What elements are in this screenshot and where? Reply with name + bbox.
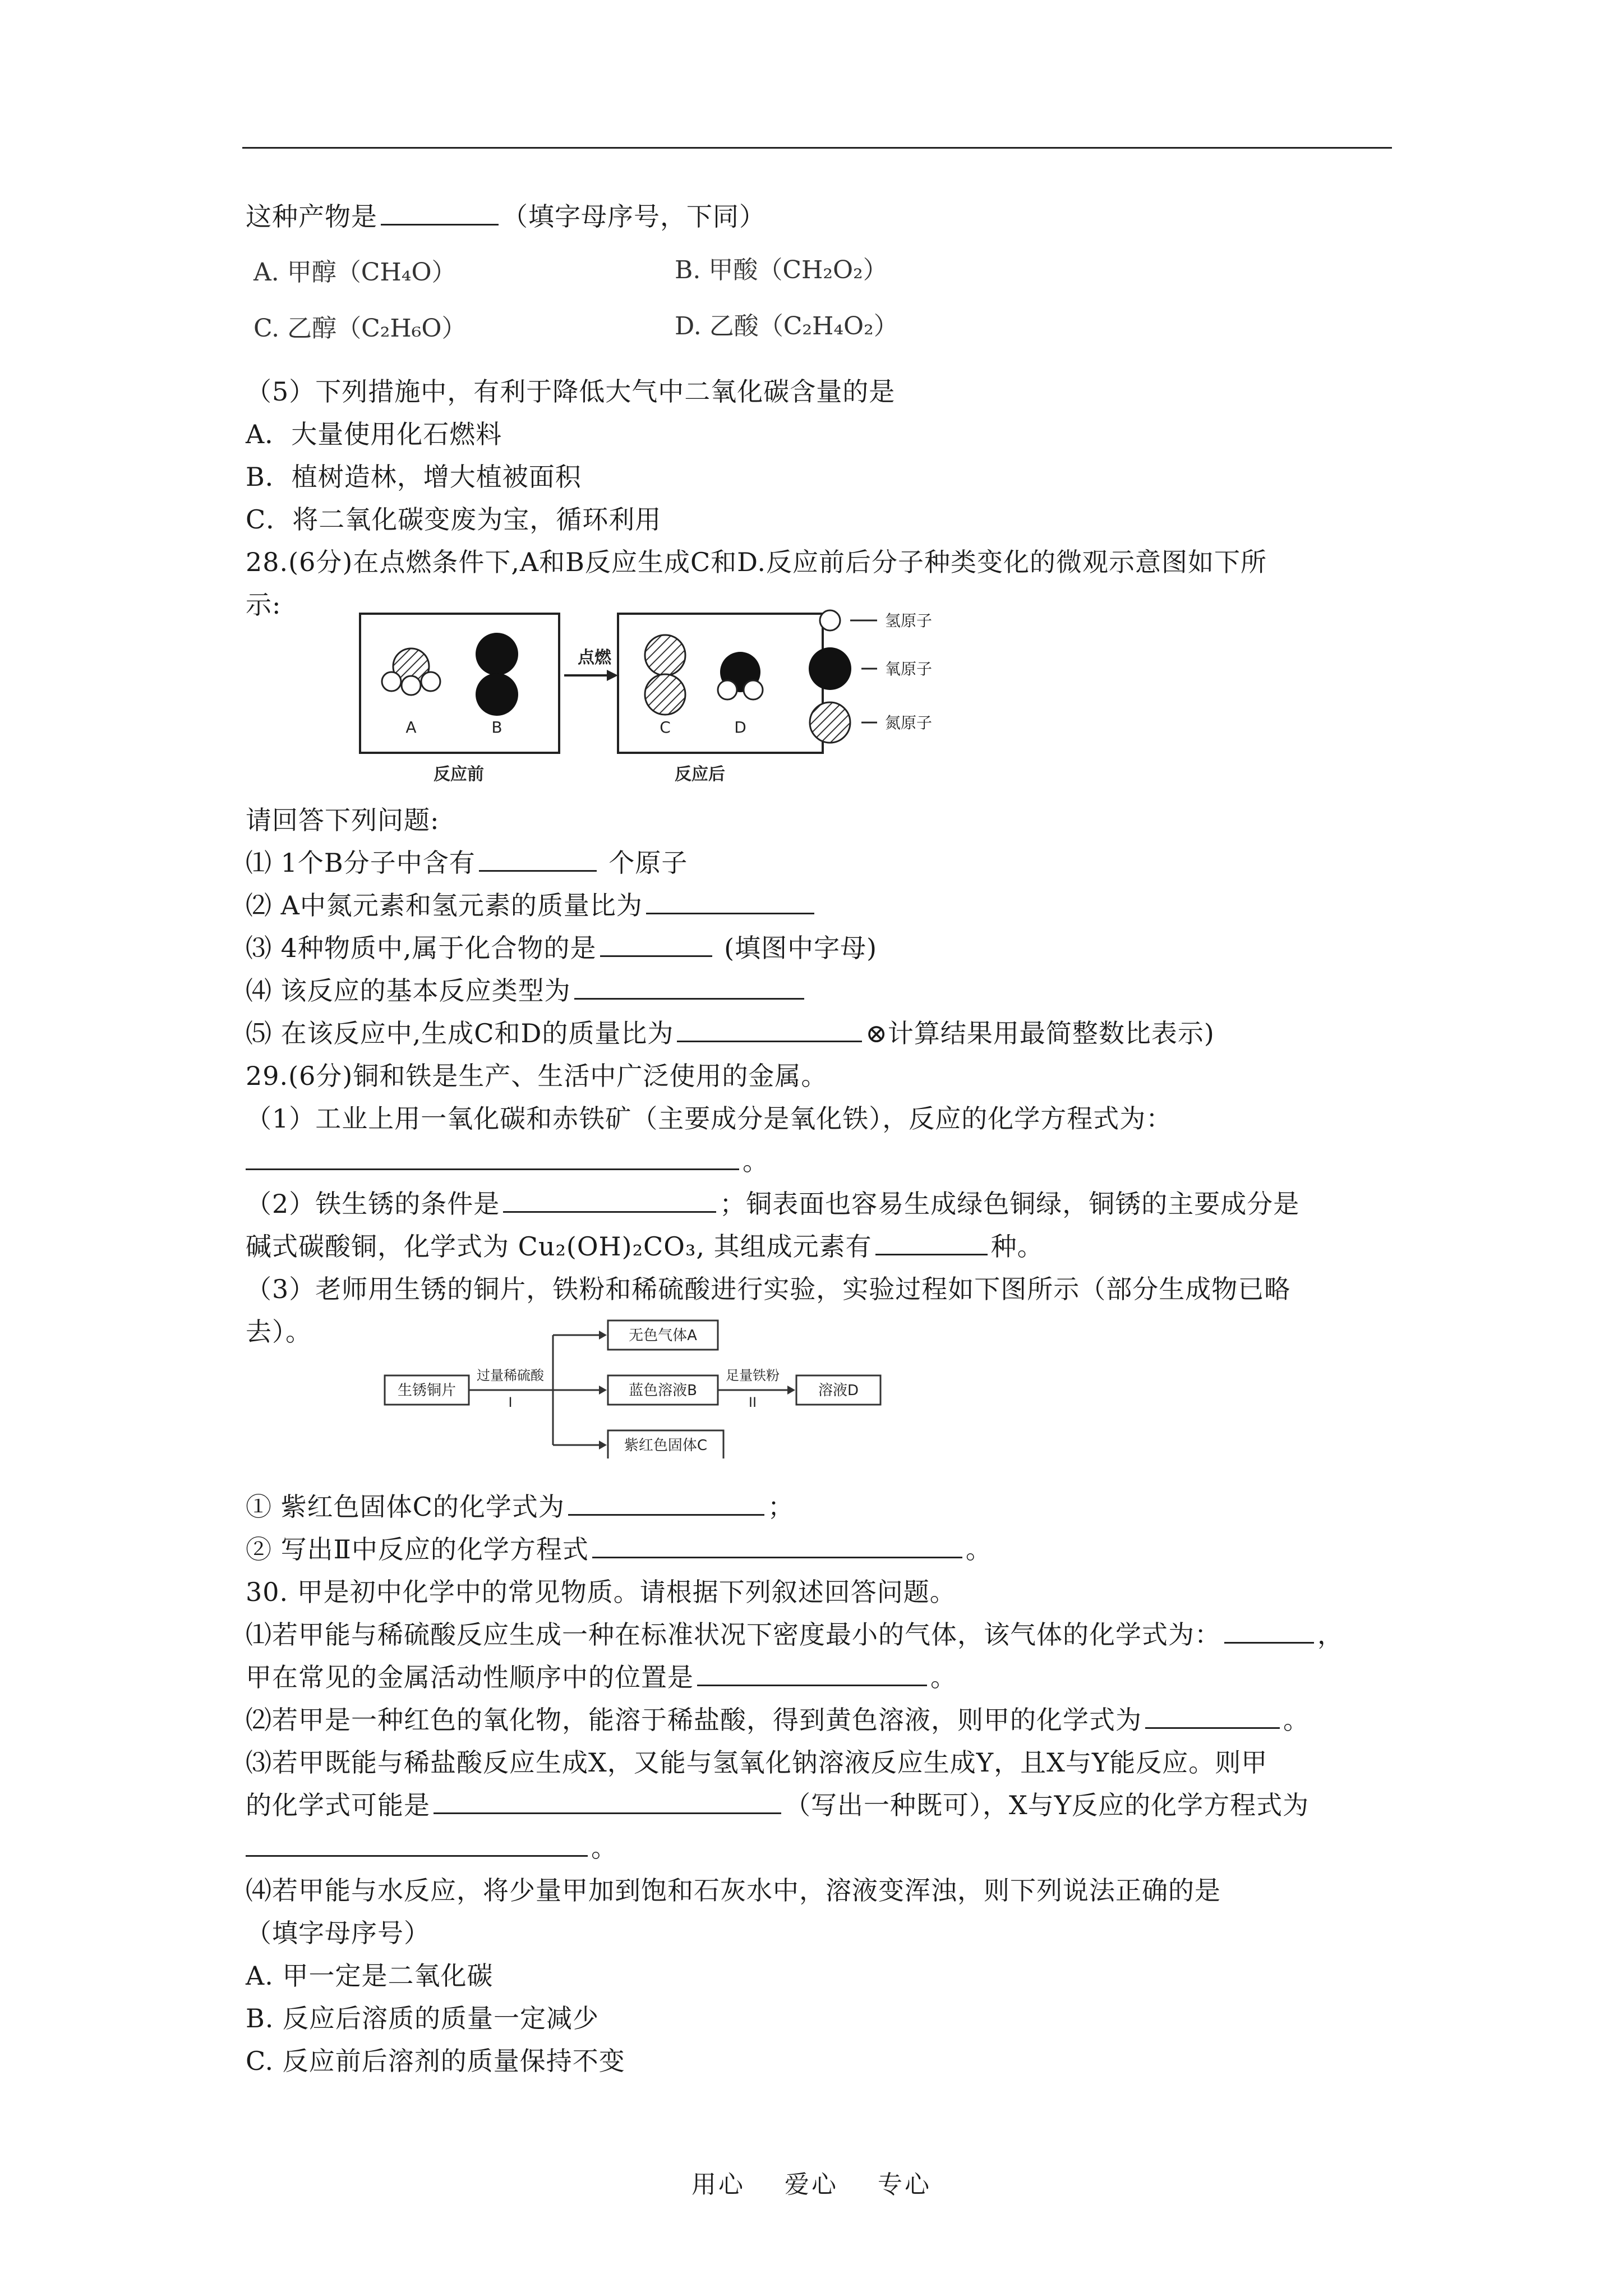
label-c: C [660, 718, 671, 737]
flow-step1-num: I [508, 1395, 513, 1410]
q29-flow-diagram [381, 1313, 909, 1458]
q28-q4: ⑷ 该反应的基本反应类型为 [246, 974, 808, 1007]
arrow-icon [599, 1331, 607, 1340]
before-caption: 反应前 [434, 765, 484, 784]
q30-option-c: C. 反应前后溶剂的质量保持不变 [246, 2046, 625, 2076]
flow-solid-c: 紫红色固体C [624, 1437, 708, 1454]
q27-part5-option-a: A．大量使用化石燃料 [246, 419, 502, 449]
arrow-icon [599, 1441, 607, 1450]
q30-p4-cont: （填字母序号） [246, 1918, 430, 1948]
label-a: A [405, 718, 417, 737]
q29-title: 29.(6分)铜和铁是生产、生活中广泛使用的金属。 [246, 1061, 828, 1091]
q27-option-d: D. 乙酸（C₂H₄O₂） [675, 312, 898, 341]
q30-p1-cont: 甲在常见的金属活动性顺序中的位置是 。 [246, 1662, 957, 1692]
q27-option-b: B. 甲酸（CH₂O₂） [675, 256, 888, 284]
q28-title: 28.(6分)在点燃条件下,A和B反应生成C和D.反应前后分子种类变化的微观示意图如下所 [246, 547, 1267, 577]
oxygen-atom-icon [476, 633, 518, 675]
q30-title: 30. 甲是初中化学中的常见物质。请根据下列叙述回答问题。 [246, 1577, 956, 1607]
hydrogen-atom-icon [744, 680, 763, 700]
nitrogen-atom-icon [645, 635, 685, 675]
after-caption: 反应后 [675, 765, 725, 784]
legend-hydrogen: 氢原子 [885, 611, 933, 630]
legend-nitrogen: 氮原子 [885, 714, 933, 732]
flow-gas: 无色气体A [629, 1327, 697, 1344]
legend-oxygen-icon [809, 647, 851, 690]
q30-option-a: A. 甲一定是二氧化碳 [246, 1961, 494, 1991]
answer-blank[interactable] [574, 974, 804, 1000]
answer-blank[interactable] [381, 200, 499, 226]
hydrogen-atom-icon [402, 676, 421, 695]
answer-blank[interactable] [503, 1188, 716, 1213]
answer-blank[interactable] [434, 1789, 781, 1814]
flow-solution-d: 溶液D [818, 1382, 859, 1399]
q29-p1-answer: 。 [246, 1144, 769, 1178]
footer-item: 爱心 [785, 2170, 838, 2199]
q30-p3-cont: 的化学式可能是 （写出一种既可），X与Y反应的化学方程式为 [246, 1790, 1310, 1820]
answer-blank[interactable] [697, 1661, 927, 1686]
oxygen-atom-icon [476, 673, 518, 716]
answer-blank[interactable] [646, 889, 814, 914]
q30-p3-answer: 。 [246, 1831, 617, 1865]
answer-blank[interactable] [1145, 1704, 1280, 1729]
flow-step1-label: 过量稀硫酸 [477, 1368, 544, 1383]
header-divider [242, 147, 1392, 149]
q27-option-c: C. 乙醇（C₂H₆O） [253, 314, 467, 343]
q30-option-b: B. 反应后溶质的质量一定减少 [246, 2003, 600, 2033]
hydrogen-atom-icon [718, 680, 737, 700]
q28-reaction-diagram [348, 606, 998, 791]
footer-item: 用心 [691, 2170, 745, 2199]
arrow-icon [787, 1386, 795, 1395]
flow-step2-num: II [748, 1395, 757, 1410]
q30-p1: ⑴若甲能与稀硫酸反应生成一种在标准状况下密度最小的气体，该气体的化学式为： ， [246, 1619, 1344, 1650]
answer-blank[interactable] [1224, 1618, 1314, 1644]
q27-option-a: A. 甲醇（CH₄O） [253, 258, 457, 287]
q29-p3: （3）老师用生锈的铜片，铁粉和稀硫酸进行实验，实验过程如下图所示（部分生成物已略 [246, 1274, 1291, 1304]
q28-q5: ⑸ 在该反应中,生成C和D的质量比为 ⊗计算结果用最简整数比表示) [246, 1018, 1215, 1048]
q29-p3-cont: 去）。 [246, 1317, 312, 1347]
legend-hydrogen-icon [820, 610, 840, 631]
arrow-label: 点燃 [578, 648, 611, 668]
answer-blank[interactable] [592, 1533, 962, 1558]
answer-blank[interactable] [875, 1230, 988, 1255]
arrow-icon [599, 1386, 607, 1395]
label-d: D [734, 718, 746, 737]
answer-blank[interactable] [568, 1490, 764, 1516]
q29-p2: （2）铁生锈的条件是 ；铜表面也容易生成绿色铜绿，铜锈的主要成分是 [246, 1189, 1300, 1219]
answer-blank[interactable] [677, 1017, 862, 1042]
q29-p2-cont: 碱式碳酸铜，化学式为 Cu₂(OH)₂CO₃, 其组成元素有 种。 [246, 1231, 1044, 1262]
answer-blank[interactable] [600, 932, 712, 957]
legend-oxygen: 氧原子 [885, 660, 933, 678]
q28-title-cont: 示: [246, 590, 282, 620]
footer-item: 专心 [878, 2170, 932, 2199]
q29-s1: ① 紫红色固体C的化学式为 ； [246, 1492, 794, 1522]
nitrogen-atom-icon [645, 674, 685, 715]
flow-step2-label: 足量铁粉 [726, 1368, 780, 1383]
q28-prompt: 请回答下列问题: [246, 805, 440, 835]
q30-p2: ⑵若甲是一种红色的氧化物，能溶于稀盐酸，得到黄色溶液，则甲的化学式为 。 [246, 1705, 1310, 1735]
q28-q2: ⑵ A中氮元素和氢元素的质量比为 [246, 889, 818, 922]
q28-q3: ⑶ 4种物质中,属于化合物的是 (填图中字母) [246, 933, 878, 963]
q27-part5-option-b: B．植树造林，增大植被面积 [246, 462, 582, 492]
legend-nitrogen-icon [810, 702, 850, 743]
q27-part5: （5）下列措施中，有利于降低大气中二氧化碳含量的是 [246, 376, 896, 407]
q29-p1: （1）工业上用一氧化碳和赤铁矿（主要成分是氧化铁），反应的化学方程式为： [246, 1103, 1173, 1134]
flow-solution-b: 蓝色溶液B [629, 1382, 697, 1399]
answer-blank[interactable] [479, 846, 597, 872]
answer-blank[interactable] [246, 1832, 588, 1857]
flow-start: 生锈铜片 [397, 1382, 457, 1399]
q27-intro: 这种产物是 （填字母序号，下同） [246, 201, 766, 232]
label-b: B [491, 718, 502, 737]
hydrogen-atom-icon [421, 672, 440, 691]
q30-p3: ⑶若甲既能与稀盐酸反应生成X，又能与氢氧化钠溶液反应生成Y，且X与Y能反应。则甲 [246, 1747, 1268, 1778]
page-footer [0, 2164, 1623, 2200]
q28-q1: ⑴ 1个B分子中含有 个原子 [246, 848, 688, 878]
q27-part5-option-c: C．将二氧化碳变废为宝，循环利用 [246, 504, 662, 535]
hydrogen-atom-icon [382, 672, 401, 691]
q30-p4: ⑷若甲能与水反应，将少量甲加到饱和石灰水中，溶液变浑浊，则下列说法正确的是 [246, 1875, 1221, 1906]
answer-blank[interactable] [246, 1145, 739, 1170]
q29-s2: ② 写出Ⅱ中反应的化学方程式 。 [246, 1534, 992, 1565]
